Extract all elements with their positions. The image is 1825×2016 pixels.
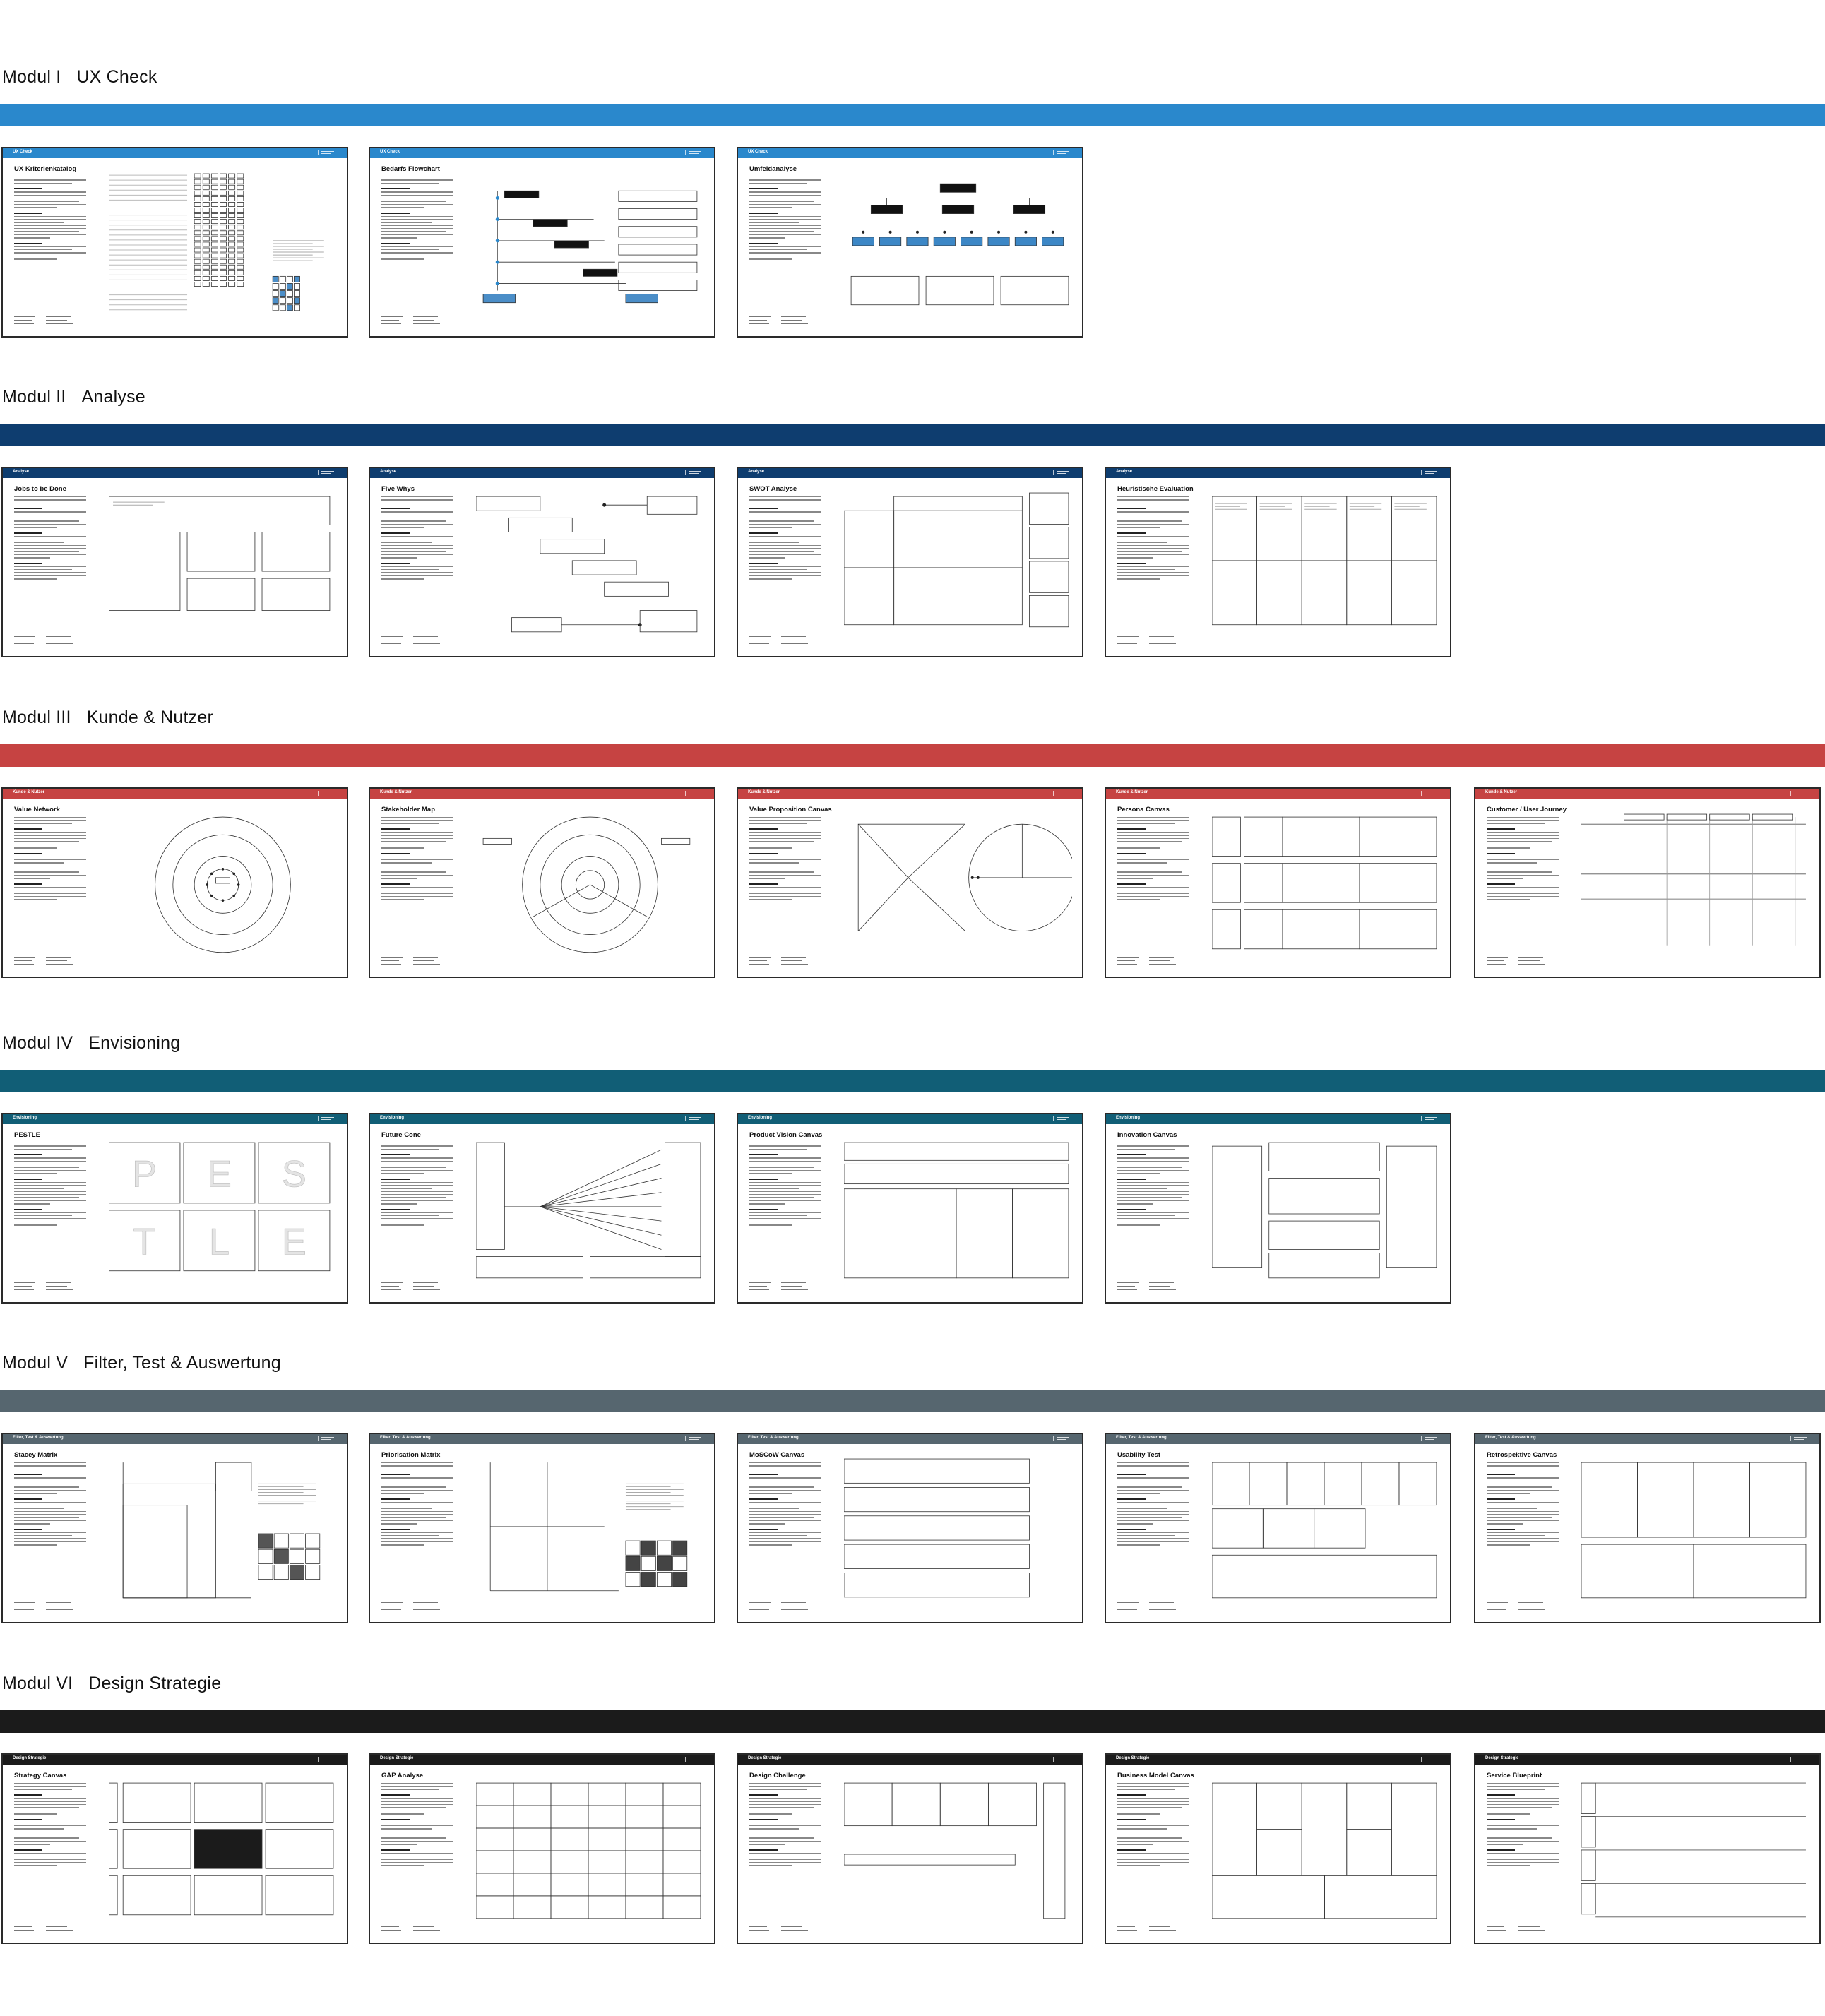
canvas-preview xyxy=(1212,489,1440,646)
card-footer-meta xyxy=(1487,1602,1550,1612)
canvas-diagram xyxy=(1212,489,1440,646)
logo-icon xyxy=(1421,1116,1440,1121)
canvas-preview xyxy=(109,1135,337,1292)
card-header-bar xyxy=(1106,1755,1450,1765)
card-footer-meta xyxy=(14,1602,78,1612)
card-category: Analyse xyxy=(13,470,30,474)
card-header-bar xyxy=(1475,1755,1819,1765)
card-footer-meta xyxy=(14,636,78,646)
card-row xyxy=(0,1113,1825,1308)
module-section xyxy=(0,1033,1825,1316)
card-category: Design Strategie xyxy=(748,1756,782,1760)
logo-icon xyxy=(1053,1116,1072,1121)
canvas-preview xyxy=(844,1135,1072,1292)
logo-icon xyxy=(1421,1436,1440,1441)
module-color-bar xyxy=(0,744,1825,767)
canvas-preview xyxy=(1581,810,1809,967)
card-header-bar xyxy=(3,789,347,799)
card-description-lines xyxy=(749,1143,821,1284)
svg-text:P: P xyxy=(131,1153,157,1195)
canvas-diagram xyxy=(1212,1776,1440,1933)
card-title: Usability Test xyxy=(1117,1451,1161,1459)
canvas-diagram xyxy=(1581,1455,1809,1612)
method-card[interactable] xyxy=(737,1753,1083,1944)
module-name: Envisioning xyxy=(88,1033,181,1053)
card-description-lines xyxy=(1117,817,1189,958)
card-description-lines xyxy=(381,1143,453,1284)
card-footer-meta xyxy=(381,1923,445,1933)
card-category: Kunde & Nutzer xyxy=(1116,790,1148,794)
method-card[interactable] xyxy=(1,147,348,338)
card-header-bar xyxy=(738,1114,1082,1124)
logo-icon xyxy=(1790,1757,1809,1762)
card-description-lines xyxy=(749,1462,821,1604)
canvas-diagram xyxy=(109,169,337,326)
module-section xyxy=(0,1353,1825,1635)
logo-icon xyxy=(318,1116,337,1121)
card-category: Filter, Test & Auswertung xyxy=(380,1436,431,1440)
logo-icon xyxy=(318,470,337,475)
card-description-lines xyxy=(381,1462,453,1604)
card-description-lines xyxy=(1117,1783,1189,1924)
method-card[interactable] xyxy=(1105,467,1451,657)
logo-icon xyxy=(1053,791,1072,796)
card-row xyxy=(0,1753,1825,1948)
canvas-preview xyxy=(109,1776,337,1933)
canvas-preview xyxy=(109,489,337,646)
card-description-lines xyxy=(749,177,821,318)
card-footer-meta xyxy=(381,1282,445,1292)
card-footer-meta xyxy=(749,636,813,646)
method-card[interactable] xyxy=(369,1113,715,1304)
module-number: Modul V xyxy=(2,1353,69,1373)
module-number: Modul II xyxy=(2,387,66,407)
canvas-diagram xyxy=(476,810,704,967)
canvas-diagram xyxy=(1212,1455,1440,1612)
card-title: Umfeldanalyse xyxy=(749,165,797,173)
method-card[interactable] xyxy=(1105,1433,1451,1623)
card-header-bar xyxy=(738,1755,1082,1765)
card-footer-meta xyxy=(381,636,445,646)
card-description-lines xyxy=(1117,1143,1189,1284)
card-header-bar xyxy=(1475,1434,1819,1444)
card-description-lines xyxy=(1487,1462,1559,1604)
canvas-diagram xyxy=(844,1135,1072,1292)
method-card[interactable] xyxy=(737,1113,1083,1304)
card-footer-meta xyxy=(749,316,813,326)
canvas-preview xyxy=(844,489,1072,646)
card-category: Kunde & Nutzer xyxy=(748,790,780,794)
canvas-preview xyxy=(844,169,1072,326)
card-title: Jobs to be Done xyxy=(14,485,66,493)
card-title: Bedarfs Flowchart xyxy=(381,165,440,173)
card-category: Filter, Test & Auswertung xyxy=(1116,1436,1167,1440)
card-title: Business Model Canvas xyxy=(1117,1772,1194,1779)
card-description-lines xyxy=(381,1783,453,1924)
card-footer-meta xyxy=(1117,957,1181,967)
canvas-diagram xyxy=(109,810,337,967)
card-title: SWOT Analyse xyxy=(749,485,797,493)
card-description-lines xyxy=(14,1462,86,1604)
card-description-lines xyxy=(749,496,821,638)
card-title: Stacey Matrix xyxy=(14,1451,58,1459)
canvas-preview xyxy=(476,810,704,967)
canvas-diagram xyxy=(1581,1776,1809,1933)
logo-icon xyxy=(318,150,337,155)
card-header-bar xyxy=(1106,1434,1450,1444)
card-title: Design Challenge xyxy=(749,1772,806,1779)
card-title: Service Blueprint xyxy=(1487,1772,1542,1779)
card-description-lines xyxy=(749,817,821,958)
card-footer-meta xyxy=(14,1282,78,1292)
card-row xyxy=(0,1433,1825,1628)
method-card[interactable] xyxy=(369,1433,715,1623)
card-footer-meta xyxy=(1487,1923,1550,1933)
logo-icon xyxy=(1421,1757,1440,1762)
method-card[interactable] xyxy=(1474,787,1821,978)
card-description-lines xyxy=(1117,496,1189,638)
card-category: UX Check xyxy=(380,150,400,154)
card-category: Design Strategie xyxy=(380,1756,414,1760)
svg-text:T: T xyxy=(133,1221,156,1263)
canvas-preview xyxy=(1212,1455,1440,1612)
method-card[interactable] xyxy=(1,1433,348,1623)
card-title: Product Vision Canvas xyxy=(749,1131,823,1139)
card-category: Analyse xyxy=(1116,470,1133,474)
module-heading xyxy=(2,67,157,88)
logo-icon xyxy=(685,1757,704,1762)
method-card[interactable] xyxy=(1,1753,348,1944)
method-card[interactable] xyxy=(1474,1433,1821,1623)
card-row xyxy=(0,467,1825,662)
canvas-preview xyxy=(476,1776,704,1933)
svg-text:E: E xyxy=(206,1153,232,1195)
card-description-lines xyxy=(14,1143,86,1284)
canvas-diagram xyxy=(844,169,1072,326)
card-header-bar xyxy=(3,1114,347,1124)
canvas-preview xyxy=(1212,1135,1440,1292)
card-title: GAP Analyse xyxy=(381,1772,424,1779)
card-footer-meta xyxy=(14,316,78,326)
module-heading xyxy=(2,387,145,407)
canvas-preview xyxy=(476,489,704,646)
canvas-preview xyxy=(109,169,337,326)
module-name: Analyse xyxy=(81,387,145,407)
method-card[interactable] xyxy=(1105,1753,1451,1944)
module-number: Modul VI xyxy=(2,1674,73,1693)
card-footer-meta xyxy=(381,316,445,326)
card-category: Filter, Test & Auswertung xyxy=(748,1436,799,1440)
card-footer-meta xyxy=(749,1923,813,1933)
card-description-lines xyxy=(381,496,453,638)
method-card[interactable] xyxy=(737,787,1083,978)
card-description-lines xyxy=(14,817,86,958)
method-card[interactable] xyxy=(369,1753,715,1944)
card-header-bar xyxy=(738,1434,1082,1444)
module-name: Filter, Test & Auswertung xyxy=(83,1353,281,1373)
card-row xyxy=(0,787,1825,982)
card-header-bar xyxy=(1106,789,1450,799)
module-section xyxy=(0,67,1825,350)
card-title: Retrospektive Canvas xyxy=(1487,1451,1557,1459)
svg-text:L: L xyxy=(208,1221,230,1263)
card-title: Stakeholder Map xyxy=(381,806,436,813)
card-category: Envisioning xyxy=(13,1116,37,1120)
logo-icon xyxy=(1053,1436,1072,1441)
card-header-bar xyxy=(370,148,714,158)
canvas-preview xyxy=(844,1455,1072,1612)
card-description-lines xyxy=(749,1783,821,1924)
card-footer-meta xyxy=(381,1602,445,1612)
canvas-preview xyxy=(476,1135,704,1292)
module-section xyxy=(0,387,1825,669)
card-category: Filter, Test & Auswertung xyxy=(13,1436,64,1440)
card-title: Value Proposition Canvas xyxy=(749,806,832,813)
card-description-lines xyxy=(14,496,86,638)
card-header-bar xyxy=(370,1434,714,1444)
canvas-preview xyxy=(1212,810,1440,967)
method-card[interactable] xyxy=(1474,1753,1821,1944)
card-title: Innovation Canvas xyxy=(1117,1131,1177,1139)
card-title: Heuristische Evaluation xyxy=(1117,485,1194,493)
card-footer-meta xyxy=(749,1282,813,1292)
card-footer-meta xyxy=(1117,1602,1181,1612)
card-header-bar xyxy=(370,1755,714,1765)
card-title: Strategy Canvas xyxy=(14,1772,67,1779)
module-heading xyxy=(2,1674,221,1694)
card-header-bar xyxy=(370,1114,714,1124)
logo-icon xyxy=(1053,150,1072,155)
card-header-bar xyxy=(3,148,347,158)
card-footer-meta xyxy=(1117,1282,1181,1292)
module-number: Modul IV xyxy=(2,1033,73,1053)
canvas-preview xyxy=(1212,1776,1440,1933)
method-card[interactable] xyxy=(1,467,348,657)
canvas-diagram xyxy=(109,1776,337,1933)
canvas-diagram xyxy=(476,1135,704,1292)
canvas-preview xyxy=(1581,1776,1809,1933)
logo-icon xyxy=(318,791,337,796)
method-card[interactable] xyxy=(369,787,715,978)
module-section xyxy=(0,1674,1825,1956)
canvas-preview xyxy=(844,1776,1072,1933)
method-card[interactable] xyxy=(737,147,1083,338)
card-category: UX Check xyxy=(13,150,33,154)
canvas-diagram xyxy=(1212,810,1440,967)
logo-icon xyxy=(685,791,704,796)
card-header-bar xyxy=(738,468,1082,478)
card-header-bar xyxy=(1475,789,1819,799)
card-description-lines xyxy=(1487,1783,1559,1924)
module-heading xyxy=(2,1353,281,1373)
card-header-bar xyxy=(3,468,347,478)
logo-icon xyxy=(1790,1436,1809,1441)
card-title: Priorisation Matrix xyxy=(381,1451,441,1459)
card-footer-meta xyxy=(381,957,445,967)
module-heading xyxy=(2,708,213,728)
method-card[interactable] xyxy=(737,467,1083,657)
card-header-bar xyxy=(1106,468,1450,478)
module-color-bar xyxy=(0,1390,1825,1412)
module-heading xyxy=(2,1033,180,1054)
logo-icon xyxy=(318,1757,337,1762)
card-category: Kunde & Nutzer xyxy=(13,790,44,794)
module-name: Design Strategie xyxy=(88,1674,222,1693)
canvas-diagram xyxy=(109,1135,337,1292)
canvas-diagram xyxy=(844,810,1072,967)
canvas-diagram xyxy=(109,489,337,646)
method-card[interactable] xyxy=(737,1433,1083,1623)
method-card[interactable] xyxy=(369,147,715,338)
card-footer-meta xyxy=(1117,636,1181,646)
logo-icon xyxy=(1053,1757,1072,1762)
logo-icon xyxy=(685,470,704,475)
method-card[interactable] xyxy=(1,787,348,978)
module-name: Kunde & Nutzer xyxy=(86,708,213,727)
module-color-bar xyxy=(0,424,1825,446)
logo-icon xyxy=(318,1436,337,1441)
card-description-lines xyxy=(14,1783,86,1924)
card-title: MoSCoW Canvas xyxy=(749,1451,805,1459)
card-header-bar xyxy=(370,468,714,478)
canvas-diagram xyxy=(476,1776,704,1933)
card-footer-meta xyxy=(749,957,813,967)
card-category: Design Strategie xyxy=(1485,1756,1519,1760)
card-title: Value Network xyxy=(14,806,60,813)
svg-text:E: E xyxy=(281,1221,307,1263)
method-card[interactable] xyxy=(369,467,715,657)
canvas-diagram xyxy=(1212,1135,1440,1292)
card-category: Analyse xyxy=(380,470,397,474)
card-category: Envisioning xyxy=(380,1116,405,1120)
canvas-diagram xyxy=(476,1455,704,1612)
card-category: Kunde & Nutzer xyxy=(1485,790,1517,794)
card-category: Envisioning xyxy=(1116,1116,1141,1120)
card-footer-meta xyxy=(14,957,78,967)
canvas-diagram xyxy=(844,1776,1072,1933)
canvas-diagram xyxy=(476,169,704,326)
card-category: Analyse xyxy=(748,470,765,474)
module-number: Modul I xyxy=(2,67,61,87)
card-category: Envisioning xyxy=(748,1116,773,1120)
module-number: Modul III xyxy=(2,708,71,727)
card-description-lines xyxy=(381,817,453,958)
logo-icon xyxy=(685,1436,704,1441)
card-title: Persona Canvas xyxy=(1117,806,1170,813)
canvas-preview xyxy=(109,810,337,967)
method-card[interactable] xyxy=(1105,787,1451,978)
canvas-diagram xyxy=(844,1455,1072,1612)
canvas-diagram xyxy=(109,1455,337,1612)
card-header-bar xyxy=(3,1434,347,1444)
card-header-bar xyxy=(370,789,714,799)
card-title: Five Whys xyxy=(381,485,415,493)
card-footer-meta xyxy=(1117,1923,1181,1933)
card-description-lines xyxy=(1117,1462,1189,1604)
canvas-diagram xyxy=(476,489,704,646)
card-title: PESTLE xyxy=(14,1131,40,1139)
logo-icon xyxy=(685,150,704,155)
card-title: UX Kriterienkatalog xyxy=(14,165,77,173)
card-description-lines xyxy=(381,177,453,318)
card-header-bar xyxy=(738,789,1082,799)
card-footer-meta xyxy=(14,1923,78,1933)
logo-icon xyxy=(1421,791,1440,796)
card-row xyxy=(0,147,1825,342)
module-color-bar xyxy=(0,1070,1825,1092)
canvas-preview xyxy=(476,1455,704,1612)
card-footer-meta xyxy=(749,1602,813,1612)
card-category: UX Check xyxy=(748,150,768,154)
module-name: UX Check xyxy=(76,67,157,87)
canvas-preview xyxy=(844,810,1072,967)
module-color-bar xyxy=(0,1710,1825,1733)
card-header-bar xyxy=(738,148,1082,158)
svg-text:S: S xyxy=(281,1153,307,1195)
logo-icon xyxy=(1053,470,1072,475)
method-card[interactable] xyxy=(1105,1113,1451,1304)
canvas-preview xyxy=(1581,1455,1809,1612)
card-footer-meta xyxy=(1487,957,1550,967)
card-title: Customer / User Journey xyxy=(1487,806,1567,813)
logo-icon xyxy=(1421,470,1440,475)
logo-icon xyxy=(685,1116,704,1121)
card-description-lines xyxy=(14,177,86,318)
canvas-preview xyxy=(476,169,704,326)
card-category: Kunde & Nutzer xyxy=(380,790,412,794)
card-header-bar xyxy=(3,1755,347,1765)
card-category: Design Strategie xyxy=(1116,1756,1150,1760)
module-color-bar xyxy=(0,104,1825,126)
card-category: Filter, Test & Auswertung xyxy=(1485,1436,1536,1440)
module-section xyxy=(0,708,1825,990)
card-description-lines xyxy=(1487,817,1559,958)
logo-icon xyxy=(1790,791,1809,796)
card-header-bar xyxy=(1106,1114,1450,1124)
canvas-diagram xyxy=(844,489,1072,646)
method-card[interactable] xyxy=(1,1113,348,1304)
card-category: Design Strategie xyxy=(13,1756,47,1760)
canvas-preview xyxy=(109,1455,337,1612)
canvas-diagram xyxy=(1581,810,1809,967)
card-title: Future Cone xyxy=(381,1131,421,1139)
